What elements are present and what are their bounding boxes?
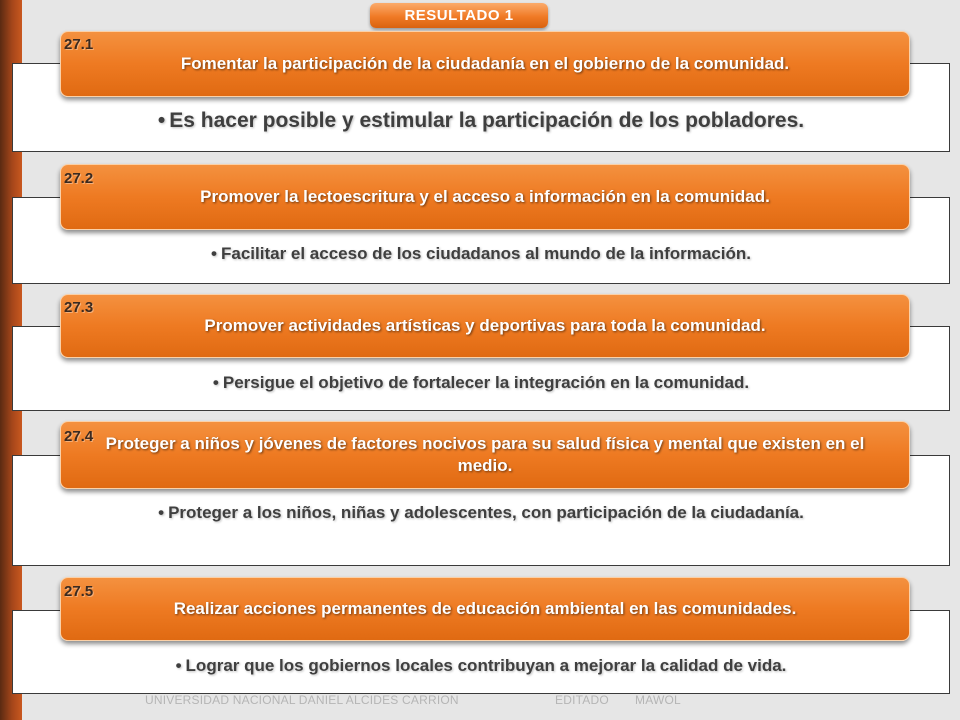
section-number: 27.5 bbox=[64, 583, 94, 600]
bullet-dot: • bbox=[175, 656, 182, 675]
section-bullet-text: Persigue el objetivo de fortalecer la integración en la comunidad. bbox=[222, 373, 750, 392]
bullet-dot: • bbox=[211, 244, 217, 263]
section-number: 27.1 bbox=[64, 36, 94, 53]
section-bullet-2 bbox=[12, 244, 950, 264]
section-header-2 bbox=[60, 164, 910, 230]
section-number: 27.3 bbox=[64, 299, 94, 316]
section-header-text: Fomentar la participación de la ciudadanía en el gobierno de la comunidad. bbox=[180, 53, 790, 73]
footer-university: UNIVERSIDAD NACIONAL DANIEL ALCIDES CARRION bbox=[145, 693, 459, 707]
section-bullet-text: Facilitar el acceso de los ciudadanos al mundo de la información. bbox=[220, 244, 751, 263]
section-header-text: Realizar acciones permanentes de educación ambiental en las comunidades. bbox=[173, 598, 797, 618]
section-header-5 bbox=[60, 577, 910, 641]
bullet-dot: • bbox=[212, 373, 219, 392]
section-bullet-4 bbox=[12, 503, 950, 523]
result-title-tab: RESULTADO 1 bbox=[370, 3, 548, 28]
section-number: 27.4 bbox=[64, 428, 94, 445]
footer-edited: EDITADO bbox=[555, 693, 609, 707]
section-number: 27.2 bbox=[64, 170, 94, 187]
section-bullet-text: Es hacer posible y estimular la participación de los pobladores. bbox=[169, 109, 805, 132]
section-header-4 bbox=[60, 421, 910, 489]
section-header-text: Promover la lectoescritura y el acceso a información en la comunidad. bbox=[200, 186, 770, 206]
section-header-text: Promover actividades artísticas y deportivas para toda la comunidad. bbox=[204, 315, 766, 335]
bullet-dot: • bbox=[158, 503, 165, 522]
section-header-3 bbox=[60, 294, 910, 358]
section-header-1 bbox=[60, 31, 910, 97]
section-bullet-text: Lograr que los gobiernos locales contribuyan a mejorar la calidad de vida. bbox=[185, 656, 787, 675]
section-bullet-5 bbox=[12, 656, 950, 676]
section-bullet-3 bbox=[12, 373, 950, 393]
section-header-text: Proteger a niños y jóvenes de factores nocivos para su salud física y mental que existen en el medio. bbox=[105, 433, 865, 475]
section-bullet-text: Proteger a los niños, niñas y adolescentes, con participación de la ciudadanía. bbox=[168, 503, 804, 522]
bullet-dot: • bbox=[157, 109, 166, 132]
section-bullet-1 bbox=[12, 109, 950, 133]
footer-author: MAWOL bbox=[635, 693, 681, 707]
